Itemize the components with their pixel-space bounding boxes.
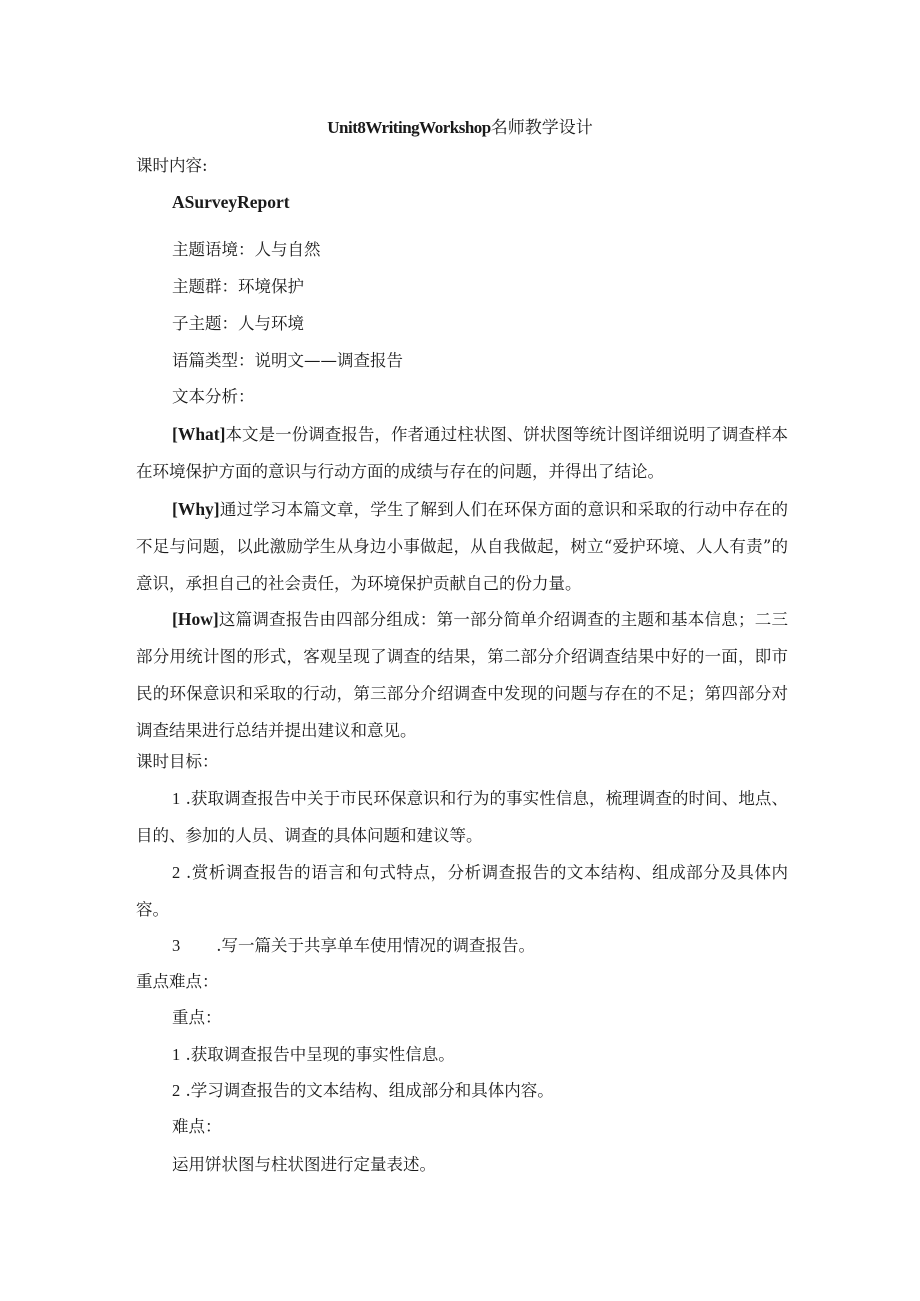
objective-item <box>172 935 535 957</box>
difficult-text: 运用饼状图与柱状图进行定量表述。 <box>172 1155 436 1174</box>
key-point-item <box>172 1044 455 1066</box>
objective-number: 2 <box>172 863 181 882</box>
how-text: 这篇调查报告由四部分组成：第一部分简单介绍调查的主题和基本信息；二三部分用统计图的形式，客观呈现了调查的结果，第二部分介绍调查结果中好的一面，即市民的环保意识和采取的行动，第三部分介绍调查中发现的问题与存在的不足；第四部分对调查结果进行总结并提出建议和意见。 <box>136 610 788 740</box>
objective-item <box>136 854 788 928</box>
title-chinese: 名师教学设计 <box>490 118 593 138</box>
objective-text: .获取调查报告中关于市民环保意识和行为的事实性信息，梳理调查的时间、地点、目的、参加的人员、调查的具体问题和建议等。 <box>136 789 789 845</box>
objective-number: 1 <box>172 789 181 808</box>
difficult-label: 难点： <box>172 1117 222 1136</box>
objectives-label: 课时目标： <box>136 752 219 771</box>
key-label: 重点： <box>172 1008 222 1027</box>
how-tag: [How] <box>172 609 219 629</box>
text-type: 语篇类型：说明文——调查报告 <box>172 351 403 370</box>
key-difficult-label: 重点难点： <box>136 972 219 991</box>
why-tag: [Why] <box>172 499 220 519</box>
objective-item <box>136 780 788 854</box>
why-text: 通过学习本篇文章，学生了解到人们在环保方面的意识和采取的行动中存在的不足与问题，以此激励学生从身边小事做起，从自我做起，树立“爱护环境、人人有责”的意识，承担自己的社会责任，为环境保护贡献自己的份力量。 <box>136 500 788 593</box>
key-point-item <box>172 1080 554 1102</box>
theme-group: 主题群：环境保护 <box>172 277 304 296</box>
survey-title: ASurveyReport <box>172 192 290 212</box>
sub-theme: 子主题：人与环境 <box>172 314 304 333</box>
key-point-text: .学习调查报告的文本结构、组成部分和具体内容。 <box>185 1081 554 1100</box>
key-point-number: 2 <box>172 1081 181 1100</box>
title-latin: Unit8WritingWorkshop <box>327 118 491 137</box>
why-paragraph <box>136 491 788 602</box>
document-title <box>0 117 920 139</box>
key-point-number: 1 <box>172 1045 181 1064</box>
what-tag: [What] <box>172 424 226 444</box>
objective-text: .写一篇关于共享单车使用情况的调查报告。 <box>216 936 535 955</box>
objective-text: .赏析调查报告的语言和句式特点，分析调查报告的文本结构、组成部分及具体内容。 <box>136 863 788 919</box>
what-paragraph <box>136 416 788 490</box>
objective-number: 3 <box>172 936 181 955</box>
what-text: 本文是一份调查报告，作者通过柱状图、饼状图等统计图详细说明了调查样本在环境保护方面的意识与行动方面的成绩与存在的问题，并得出了结论。 <box>136 425 788 481</box>
theme-context: 主题语境：人与自然 <box>172 240 321 259</box>
text-analysis-label: 文本分析： <box>172 387 255 406</box>
key-point-text: .获取调查报告中呈现的事实性信息。 <box>185 1045 455 1064</box>
how-paragraph <box>136 601 788 749</box>
lesson-content-label: 课时内容: <box>136 156 208 175</box>
